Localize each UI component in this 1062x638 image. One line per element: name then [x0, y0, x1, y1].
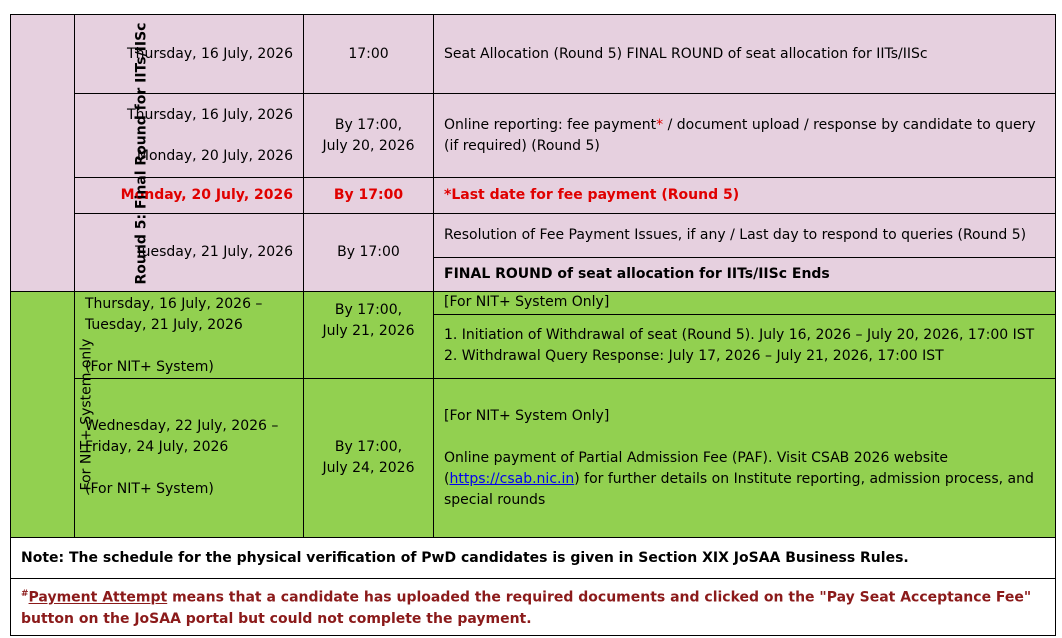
time-cell — [304, 94, 434, 178]
round5-row-resolution — [11, 214, 1056, 258]
nit-row-paf — [11, 379, 1056, 538]
round5-label-cell — [11, 15, 150, 292]
date-cell: Thursday, 16 July, 2026 — [75, 15, 304, 94]
description-head-cell: [For NIT+ System Only] — [434, 292, 1056, 315]
date-cell — [75, 94, 304, 178]
time-cell: By 17:00 — [304, 214, 434, 292]
desc-text: Online reporting: fee payment — [444, 116, 657, 133]
footnote-text: means that a candidate has uploaded the required documents and clicked on the "Pay Seat Acceptance Fee" button on the JoSAA portal but could not complete the payment. — [21, 589, 1032, 627]
footnote-term: Payment Attempt — [28, 589, 168, 606]
time-cell: 17:00 — [304, 15, 434, 94]
description-cell: FINAL ROUND of seat allocation for IITs/IISc Ends — [434, 258, 1056, 292]
schedule-table-wrapper — [10, 14, 1055, 636]
note-text: Note: The schedule for the physical verification of PwD candidates is given in Section XIX JoSAA Business Rules. — [11, 538, 1056, 579]
desc-line-2: 2. Withdrawal Query Response: July 17, 2026 – July 21, 2026, 17:00 IST — [444, 348, 944, 365]
description-cell: *Last date for fee payment (Round 5) — [434, 178, 1056, 214]
time-cell: By 17:00 — [304, 178, 434, 214]
date-start: Thursday, 16 July, 2026 – — [85, 296, 263, 312]
desc-head: [For NIT+ System Only] — [444, 407, 610, 424]
time-line-2: July 21, 2026 — [322, 323, 415, 339]
time-cell — [304, 379, 434, 538]
note-row — [11, 538, 1056, 579]
system-note: (For NIT+ System) — [85, 481, 214, 497]
footnote-row — [11, 579, 1056, 636]
time-line-2: July 24, 2026 — [322, 460, 415, 476]
desc-text-cont: / document upload / response by candidate to query (if required) (Round 5) — [444, 116, 1036, 154]
round5-label: Round 5: Final Round for IITs/IISc — [133, 22, 150, 284]
csab-link[interactable]: https://csab.nic.in — [449, 470, 575, 487]
desc-body — [444, 448, 1045, 511]
date-cell — [75, 379, 304, 538]
date-cell: Tuesday, 21 July, 2026 — [75, 214, 304, 292]
nit-label: For NIT+ System only — [78, 338, 95, 491]
date-cell: Monday, 20 July, 2026 — [75, 178, 304, 214]
system-note: (For NIT+ System) — [85, 359, 214, 375]
time-line-1: By 17:00, — [334, 116, 403, 133]
date-end: Monday, 20 July, 2026 — [136, 147, 293, 164]
date-start: Thursday, 16 July, 2026 — [127, 106, 293, 123]
description-cell: Resolution of Fee Payment Issues, if any / Last day to respond to queries (Round 5) — [434, 214, 1056, 258]
nit-row-withdrawal-head — [11, 292, 1056, 315]
footnote-mark: # — [21, 589, 29, 599]
time-line-1: By 17:00, — [334, 439, 403, 455]
date-start: Wednesday, 22 July, 2026 – — [85, 418, 279, 434]
desc-line-1: 1. Initiation of Withdrawal of seat (Round 5). July 16, 2026 – July 20, 2026, 17:00 IST — [444, 327, 1035, 344]
date-end: Friday, 24 July, 2026 — [85, 439, 229, 455]
nit-label-cell — [11, 292, 95, 538]
round5-row-last-date — [11, 178, 1056, 214]
footnote-cell — [11, 579, 1056, 636]
desc-text: Online payment of Partial Admission Fee (PAF). Visit CSAB 2026 website ( — [444, 449, 949, 487]
description-cell — [434, 314, 1056, 378]
date-cell — [75, 292, 304, 379]
description-cell — [434, 94, 1056, 178]
description-cell: Seat Allocation (Round 5) FINAL ROUND of seat allocation for IITs/IISc — [434, 15, 1056, 94]
asterisk-mark: * — [656, 116, 664, 133]
date-end: Tuesday, 21 July, 2026 — [85, 317, 243, 333]
time-cell — [304, 292, 434, 379]
round5-row-online-reporting — [11, 94, 1056, 178]
schedule-table — [10, 14, 1056, 636]
round5-row-seat-allocation — [11, 15, 1056, 94]
desc-text-cont: ) for further details on Institute reporting, admission process, and special rounds — [444, 470, 1034, 508]
time-line-2: July 20, 2026 — [322, 137, 415, 154]
description-cell — [434, 379, 1056, 538]
time-line-1: By 17:00, — [334, 302, 403, 318]
